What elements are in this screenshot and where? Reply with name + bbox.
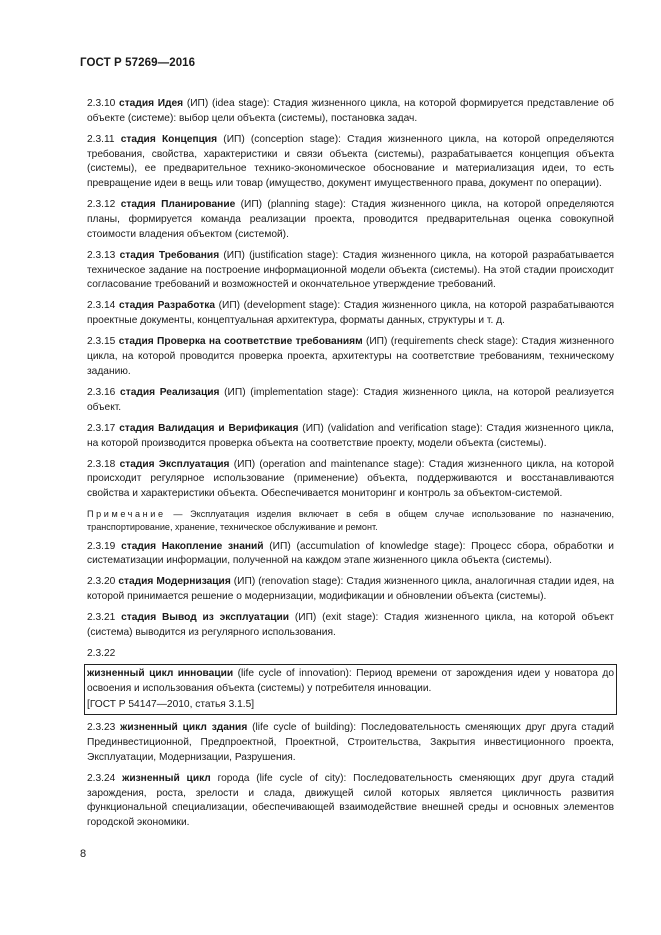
definition-2-3-10 [87,97,614,126]
definition-2-3-14 [87,299,614,328]
entry-definition: (ИП) (validation and verification stage): Стадия жизненного цикла, на которой производится проверка объекта на соответствие проекту, модели объекта (системы). [87,422,615,449]
document-body [87,97,614,837]
entry-definition: (ИП) (renovation stage): Стадия жизненного цикла, аналогичная стадии идея, на которой принимается решение о модернизации, модификации и обновлении объекта (системы). [87,576,614,603]
boxed-definition-2-3-22 [84,664,617,715]
entry-term: стадия Требования [119,249,220,261]
entry-number: 2.3.10 [87,98,120,109]
entry-term: стадия Реализация [120,386,220,398]
entry-term: стадия Проверка на соответствие требованиям [118,336,363,348]
entry-term: стадия Накопление знаний [121,540,264,552]
page-number: 8 [80,848,87,860]
entries-block-1 [87,97,614,502]
entry-term: стадия Идея [119,98,184,109]
document-header: ГОСТ Р 57269—2016 [80,57,196,69]
entry-term: жизненный цикл [122,773,211,784]
entry-number: 2.3.14 [87,300,119,312]
definition-2-3-15 [87,335,614,379]
entry-definition: (life cycle of innovation): Период времени от зарождения идеи у новатора до освоения и использования объекта (системы) у потребителя инновации. [87,667,614,694]
entry-term: стадия Концепция [120,133,218,145]
entry-term: стадия Разработка [118,300,215,312]
definition-2-3-11 [87,133,614,192]
definition-2-3-16 [87,386,614,415]
entries-block-2 [87,540,614,641]
entry-definition: (ИП) (requirements check stage): Стадия жизненного цикла, на которой проводится проверка проекта, архитектуры на соответствие требованиям, техническому заданию. [87,336,615,377]
definition-2-3-23 [87,721,614,765]
entries-block-3 [87,721,614,830]
entry-number: 2.3.12 [87,199,121,211]
entry-number: 2.3.15 [87,336,119,348]
note [87,508,614,533]
entry-term: стадия Вывод из эксплуатации [121,612,290,624]
entry-definition: (ИП) (planning stage): Стадия жизненного цикла, на которой определяются планы, формируется команда реализации проекта, проводится предварительная оценка совокупной стоимости владения объектом (системой). [87,199,614,240]
entry-number-2-3-22: 2.3.22 [87,648,116,660]
entry-number: 2.3.18 [87,458,120,470]
entry-term: стадия Эксплуатация [119,458,230,470]
source-reference: [ГОСТ Р 54147—2010, статья 3.1.5] [87,699,255,711]
definition-2-3-17 [87,422,614,451]
entry-number: 2.3.17 [87,422,120,434]
definition-2-3-22 [87,667,614,696]
entry-term: стадия Валидация и Верификация [119,422,299,434]
entry-number: 2.3.19 [87,540,122,552]
entry-number: 2.3.13 [87,249,120,261]
definition-2-3-19 [87,540,614,569]
definition-2-3-21 [87,611,614,640]
entry-number: 2.3.24 [87,773,123,784]
entry-term: жизненный цикл инновации [87,667,234,679]
entry-definition: (ИП) (implementation stage): Стадия жизненного цикла, на которой реализуется объект. [87,386,614,413]
entry-term: стадия Планирование [120,199,236,211]
entry-definition: (ИП) (accumulation of knowledge stage): Процесс сбора, обработки и систематизации информации, полученной на каждом этапе жизненного цикла объекта (системы). [87,540,614,567]
entry-definition: (ИП) (idea stage): Стадия жизненного цикла, на которой формируется представление об объекте (системе): выбор цели объекта (системы), постановка задач. [87,98,615,124]
entry-definition: (ИП) (conception stage): Стадия жизненного цикла, на которой определяются требования, свойства, характеристики и связи объекта (системы), разрабатывается концепция объекта (системы), ее предварительное технико-экономическое обоснование и материализация идеи, то есть превращение идеи в вещь или товар (имущество, документ имущественного права, документ по операции). [87,133,614,190]
entry-number: 2.3.20 [87,576,119,588]
entry-number: 2.3.16 [87,386,121,398]
entry-definition: (ИП) (justification stage): Стадия жизненного цикла, на которой разрабатывается техническое задание на построение информационной модели объекта (системы). На этой стадии происходит согласование требований и возможностей и окончательное утверждение требований. [87,249,615,291]
entry-number: 2.3.23 [87,722,121,734]
entry-definition: (ИП) (exit stage): Стадия жизненного цикла, на которой объект (система) выводится из регулярного использования. [87,612,614,639]
entry-definition: (life cycle of building): Последовательность сменяющих друг друга стадий Прединвестиционной, Предпроектной, Проектной, Строительства, Закрытия инвестиционного проекта, Эксплуатации, Модернизации, Разрушения. [87,722,615,763]
entry-definition: города (life cycle of city): Последовательность сменяющих друг друга стадий зарождения, роста, зрелости и слада, движущей силой которых является цикличность развития функциональной специализации, обеспечивающей взаимодействие внешней среды и основных элементов городской экономики. [87,773,614,829]
definition-2-3-12 [87,198,614,242]
entry-definition: (ИП) (development stage): Стадия жизненного цикла, на которой разрабатываются проектные документы, концептуальная архитектура, форматы данных, структуры и т. д. [87,300,615,327]
note-text: — Эксплуатация изделия включает в себя в общем случае использование по назначению, транспортирование, хранение, техническое обслуживание и ремонт. [87,509,614,532]
entry-number: 2.3.11 [87,133,121,145]
definition-2-3-18 [87,458,614,502]
note-label: Примечание [87,509,166,520]
entry-number: 2.3.21 [87,612,122,624]
definition-2-3-24 [87,772,614,831]
definition-2-3-20 [87,575,614,604]
definition-2-3-13 [87,249,614,293]
entry-term: жизненный цикл здания [120,722,248,734]
entry-term: стадия Модернизация [118,576,231,588]
entry-definition: (ИП) (operation and maintenance stage): Стадия жизненного цикла, на которой происходит регулярное использование (применение) объекта, поддерживаются и восстанавливаются свойства и характеристики объекта. Обеспечивается мониторинг и контроль за объектом-системой. [87,458,615,500]
